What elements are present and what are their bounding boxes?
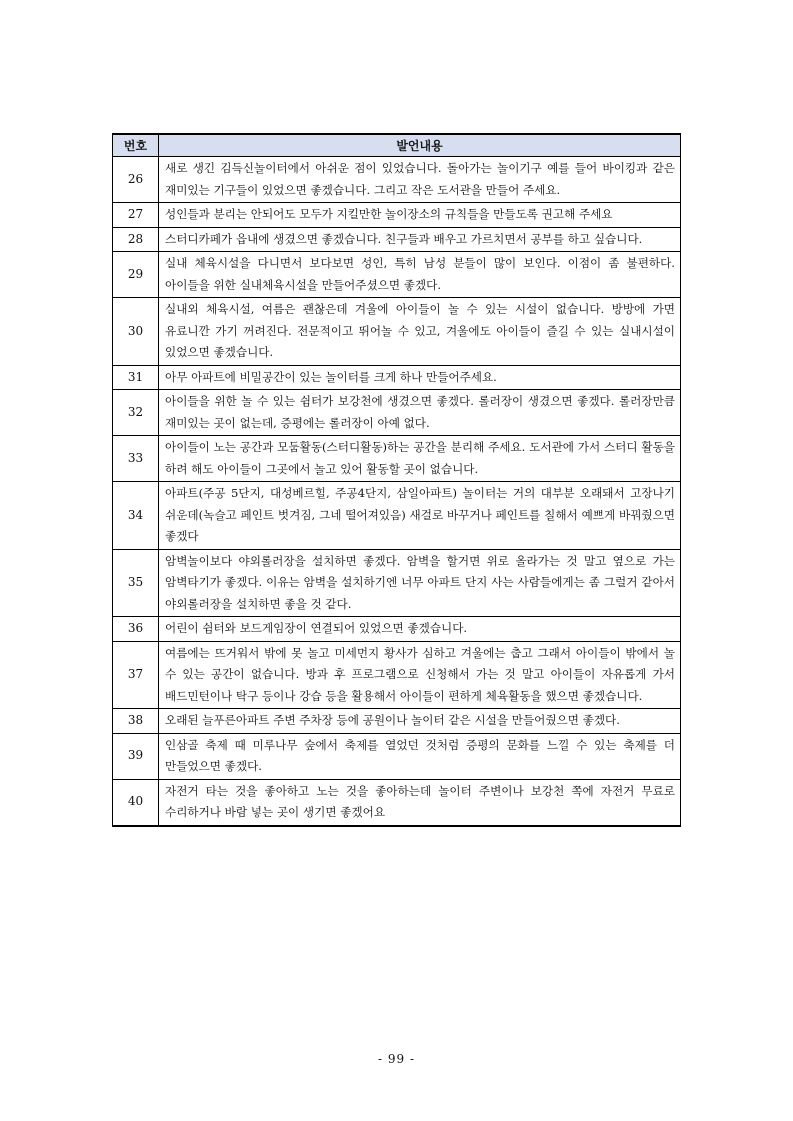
row-number: 26 bbox=[113, 157, 159, 203]
row-text: 인삼골 축제 때 미루나무 숲에서 축제를 열었던 것처럼 증평의 문화를 느낄 수 있는 축제를 더 만들었으면 좋겠다. bbox=[159, 733, 681, 779]
row-number: 36 bbox=[113, 617, 159, 642]
table-row bbox=[113, 298, 681, 366]
table-row bbox=[113, 549, 681, 617]
row-number: 27 bbox=[113, 203, 159, 228]
row-number: 31 bbox=[113, 365, 159, 390]
table-row bbox=[113, 365, 681, 390]
row-text: 암벽놀이보다 야외롤러장을 설치하면 좋겠다. 암벽을 할거면 위로 올라가는 것 말고 옆으로 가는 암벽타기가 좋겠다. 이유는 암벽을 설치하기엔 너무 아파트 단지 사는 사람들에게는 좀 그럴거 같아서 야외롤러장을 설치하면 좋을 것 같다. bbox=[159, 549, 681, 617]
row-number: 33 bbox=[113, 436, 159, 482]
row-text: 여름에는 뜨거워서 밖에 못 놀고 미세먼지 황사가 심하고 겨울에는 춥고 그래서 아이들이 밖에서 놀 수 있는 공간이 없습니다. 방과 후 프로그램으로 신청해서 가는 것 말고 아이들이 자유롭게 가서 배드민턴이나 탁구 등이나 강습 등을 활용해서 아이들이 편하게 체육활동을 했으면 좋겠습니다. bbox=[159, 641, 681, 709]
header-number: 번호 bbox=[113, 134, 159, 157]
row-text: 실내외 체육시설, 여름은 괜찮은데 겨울에 아이들이 놀 수 있는 시설이 없습니다. 방방에 가면 유료니깐 가기 꺼려진다. 전문적이고 뛰어놀 수 있고, 겨울에도 아이들이 즐길 수 있는 실내시설이 있었으면 좋겠습니다. bbox=[159, 298, 681, 366]
table-row bbox=[113, 436, 681, 482]
row-text: 어린이 쉼터와 보드게임장이 연결되어 있었으면 좋겠습니다. bbox=[159, 617, 681, 642]
row-number: 40 bbox=[113, 779, 159, 826]
table-header-row bbox=[113, 134, 681, 157]
row-text: 스터디카페가 읍내에 생겼으면 좋겠습니다. 친구들과 배우고 가르치면서 공부를 하고 싶습니다. bbox=[159, 227, 681, 252]
table-row bbox=[113, 390, 681, 436]
row-text: 실내 체육시설을 다니면서 보다보면 성인, 특히 남성 분들이 많이 보인다. 이점이 좀 불편하다. 아이들을 위한 실내체육시설을 만들어주셨으면 좋겠다. bbox=[159, 252, 681, 298]
row-text: 아이들이 노는 공간과 모둠활동(스터디활동)하는 공간을 분리해 주세요. 도서관에 가서 스터디 활동을 하려 해도 아이들이 그곳에서 놀고 있어 활동할 곳이 없습니다. bbox=[159, 436, 681, 482]
row-text: 아이들을 위한 놀 수 있는 쉼터가 보강천에 생겼으면 좋겠다. 롤러장이 생겼으면 좋겠다. 롤러장만큼 재미있는 곳이 없는데, 증평에는 롤러장이 아예 없다. bbox=[159, 390, 681, 436]
row-text: 성인들과 분리는 안되어도 모두가 지킬만한 놀이장소의 규칙들을 만들도록 권고해 주세요 bbox=[159, 203, 681, 228]
row-text: 새로 생긴 김득신놀이터에서 아쉬운 점이 있었습니다. 돌아가는 놀이기구 예를 들어 바이킹과 같은 재미있는 기구들이 있었으면 좋겠습니다. 그리고 작은 도서관을 만들어 주세요. bbox=[159, 157, 681, 203]
row-number: 28 bbox=[113, 227, 159, 252]
table-row bbox=[113, 482, 681, 550]
row-number: 38 bbox=[113, 709, 159, 734]
header-content: 발언내용 bbox=[159, 134, 681, 157]
row-number: 29 bbox=[113, 252, 159, 298]
row-number: 30 bbox=[113, 298, 159, 366]
row-text: 오래된 늘푸른아파트 주변 주차장 등에 공원이나 놀이터 같은 시설을 만들어줬으면 좋겠다. bbox=[159, 709, 681, 734]
row-number: 35 bbox=[113, 549, 159, 617]
table-row bbox=[113, 733, 681, 779]
row-text: 자전거 타는 것을 좋아하고 노는 것을 좋아하는데 놀이터 주변이나 보강천 쪽에 자전거 무료로 수리하거나 바람 넣는 곳이 생기면 좋겠어요 bbox=[159, 779, 681, 826]
opinion-table bbox=[112, 133, 681, 827]
table-row bbox=[113, 617, 681, 642]
table-row bbox=[113, 203, 681, 228]
table-row bbox=[113, 641, 681, 709]
table-row bbox=[113, 779, 681, 826]
row-text: 아무 아파트에 비밀공간이 있는 놀이터를 크게 하나 만들어주세요. bbox=[159, 365, 681, 390]
row-number: 34 bbox=[113, 482, 159, 550]
row-number: 32 bbox=[113, 390, 159, 436]
table-row bbox=[113, 709, 681, 734]
table-row bbox=[113, 252, 681, 298]
row-text: 아파트(주공 5단지, 대성베르힐, 주공4단지, 삼일아파트) 놀이터는 거의 대부분 오래돼서 고장나기 쉬운데(녹슬고 페인트 벗겨짐, 그네 떨어져있음) 새걸로 바꾸거나 페인트를 칠해서 예쁘게 바꿔줬으면 좋겠다 bbox=[159, 482, 681, 550]
row-number: 37 bbox=[113, 641, 159, 709]
page-number: - 99 - bbox=[377, 1052, 415, 1066]
row-number: 39 bbox=[113, 733, 159, 779]
table-row bbox=[113, 227, 681, 252]
table-row bbox=[113, 157, 681, 203]
